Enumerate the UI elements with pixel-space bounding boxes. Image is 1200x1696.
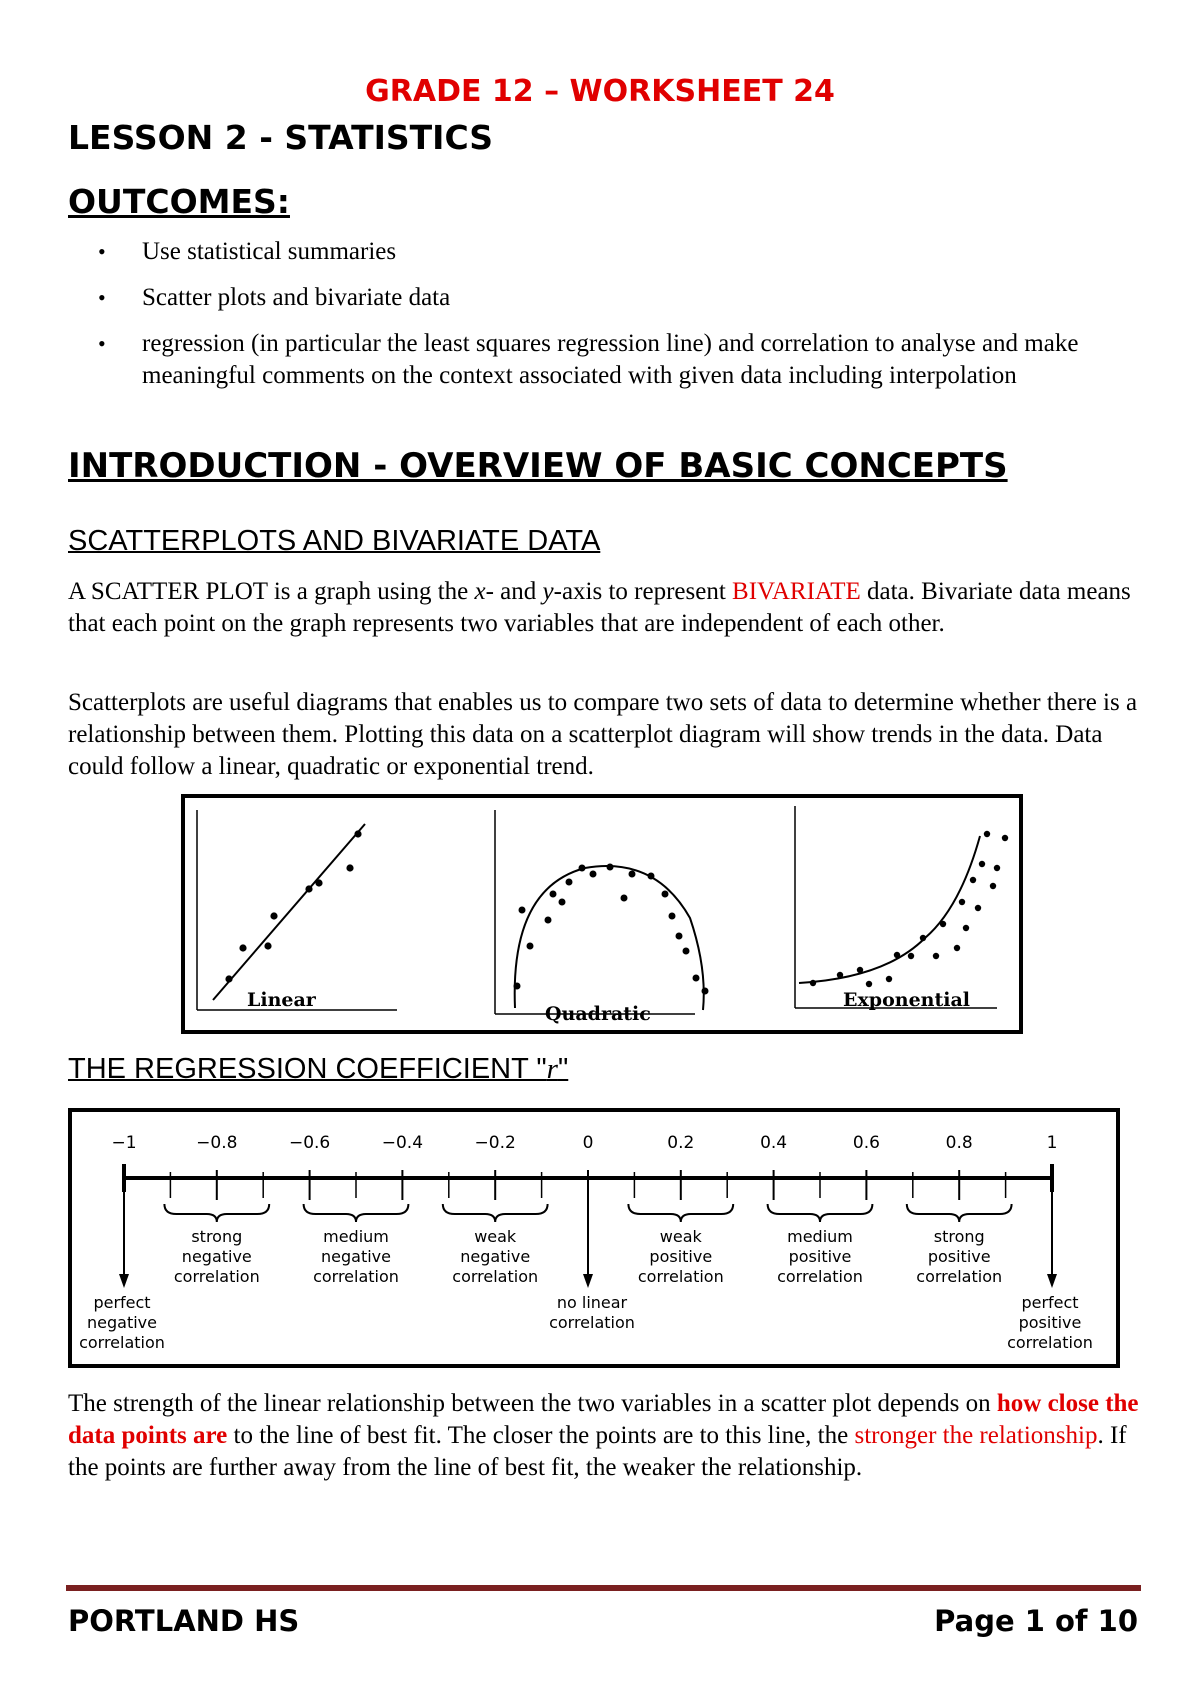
regression-coefficient-heading [68, 1053, 568, 1086]
scale-tick-label: 0.6 [852, 1133, 880, 1153]
text-run: - and [485, 578, 543, 605]
emphasis-stronger-relationship: stronger the relationship [854, 1422, 1098, 1449]
bivariate-highlight: BIVARIATE [732, 578, 861, 605]
correlation-strength-paragraph [68, 1388, 1148, 1484]
band-label: positive [649, 1247, 713, 1266]
exponential-panel [795, 806, 1008, 1011]
lesson-heading: LESSON 2 - STATISTICS [68, 118, 494, 157]
band-label: positive [788, 1247, 852, 1266]
band-label: strong [191, 1227, 243, 1246]
introduction-heading: INTRODUCTION - OVERVIEW OF BASIC CONCEPTS [68, 446, 1008, 486]
text-run: data. Bivariate data means that each point on the graph represents two variables that are independent of each other. [68, 578, 1131, 637]
scatterplot-usefulness-paragraph: Scatterplots are useful diagrams that enables us to compare two sets of data to determine whether there is a relationship between them. Plotting this data on a scatterplot diagram will show trends in the data. Data could follow a linear, quadratic or exponential trend. [68, 689, 1138, 780]
band-brace [768, 1204, 873, 1222]
marker-label: positive [1018, 1313, 1082, 1332]
worksheet-title: GRADE 12 – WORKSHEET 24 [365, 74, 835, 109]
band-label: medium [323, 1227, 389, 1246]
scale-tick-label: 0.8 [945, 1133, 973, 1153]
r-symbol: r [546, 1053, 558, 1085]
scale-tick-label: −0.4 [381, 1133, 424, 1153]
band-label: negative [460, 1247, 531, 1266]
band-label: strong [933, 1227, 985, 1246]
band-brace [907, 1204, 1012, 1222]
band-label: correlation [777, 1267, 863, 1286]
text-run: " [557, 1053, 569, 1085]
footer-school: PORTLAND HS [68, 1604, 300, 1638]
scale-tick-label: −0.8 [196, 1133, 238, 1153]
text-run: . If the points are further away from the line of best fit, the weaker the relationship. [68, 1422, 1127, 1481]
text-run: The strength of the linear relationship between the two variables in a scatter plot depends on [68, 1390, 997, 1417]
band-brace [164, 1204, 269, 1222]
band-label: correlation [452, 1267, 539, 1286]
band-label: negative [181, 1247, 252, 1266]
footer-page-number: Page 1 of 10 [934, 1604, 1138, 1638]
band-label: correlation [637, 1267, 724, 1286]
outcome-item: • regression (in particular the least squares regression line) and correlation to analyse and make meaningful comments on the context associated with given data including interpolation [96, 328, 1156, 392]
text-run: A SCATTER PLOT is a graph using the [68, 578, 475, 605]
marker-arrow-head [1047, 1274, 1057, 1288]
text-run: -axis to represent [553, 578, 733, 605]
marker-label: correlation [1007, 1333, 1093, 1352]
emphasis-close-points: how close the data points are [68, 1390, 1139, 1449]
scale-tick-label: 0.2 [667, 1133, 695, 1153]
band-label: positive [927, 1247, 991, 1266]
marker-label: perfect [1021, 1293, 1079, 1312]
linear-label: Linear [247, 989, 316, 1011]
band-label: negative [321, 1247, 391, 1266]
x-variable: x [474, 578, 486, 605]
band-label: correlation [313, 1267, 399, 1286]
scale-tick-label: −0.6 [288, 1133, 331, 1153]
correlation-scale-figure [68, 1108, 1120, 1368]
band-label: medium [787, 1227, 853, 1246]
outcome-item: • Use statistical summaries [96, 236, 1156, 268]
marker-label: correlation [79, 1333, 165, 1352]
footer-divider [66, 1585, 1141, 1591]
exponential-label: Exponential [843, 989, 971, 1011]
marker-label: negative [87, 1313, 157, 1332]
band-label: correlation [916, 1267, 1003, 1286]
quadratic-label: Quadratic [545, 1003, 651, 1025]
band-brace [304, 1204, 409, 1222]
y-variable: y [542, 578, 554, 605]
scale-tick-label: 0.4 [760, 1133, 788, 1153]
scale-tick-label: −1 [111, 1133, 137, 1153]
marker-label: correlation [549, 1313, 635, 1332]
band-brace [628, 1204, 733, 1222]
linear-panel [197, 810, 397, 1011]
outcomes-heading: OUTCOMES: [68, 182, 290, 221]
marker-label: perfect [93, 1293, 151, 1312]
band-label: weak [659, 1227, 702, 1246]
text-run: to the line of best fit. The closer the points are to this line, the [227, 1422, 855, 1449]
outcome-item: • Scatter plots and bivariate data [96, 282, 1156, 314]
marker-arrow-head [583, 1274, 593, 1288]
correlation-scale-svg [72, 1112, 1116, 1364]
text-run: THE REGRESSION COEFFICIENT " [68, 1053, 547, 1085]
scatter-plot-definition [68, 576, 1148, 640]
band-label: correlation [173, 1267, 260, 1286]
marker-arrow-head [119, 1274, 129, 1288]
scatterplots-section-heading: SCATTERPLOTS AND BIVARIATE DATA [68, 525, 601, 557]
scale-tick-label: −0.2 [474, 1133, 516, 1153]
scale-tick-label: 1 [1046, 1133, 1058, 1153]
trend-examples-svg [185, 798, 1019, 1030]
band-brace [443, 1204, 548, 1222]
band-label: weak [474, 1227, 517, 1246]
outcomes-list [96, 236, 1156, 406]
marker-label: no linear [556, 1293, 628, 1312]
quadratic-panel [495, 810, 709, 1025]
scale-tick-label: 0 [582, 1133, 594, 1153]
trend-examples-figure [181, 794, 1023, 1034]
